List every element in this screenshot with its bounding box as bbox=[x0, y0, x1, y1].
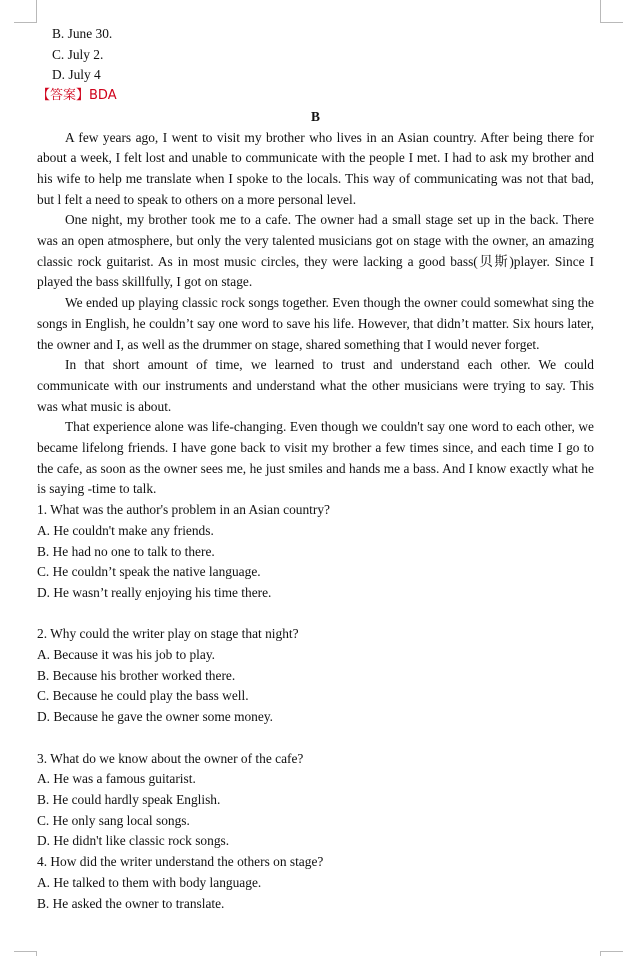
question-option: C. He couldn’t speak the native language. bbox=[37, 564, 261, 580]
page-corner-mark-bottom-right bbox=[600, 951, 623, 956]
question-option: D. Because he gave the owner some money. bbox=[37, 709, 273, 725]
question-option: B. He could hardly speak English. bbox=[37, 791, 221, 807]
question-option: C. He only sang local songs. bbox=[37, 812, 190, 828]
question-option: D. He wasn’t really enjoying his time there. bbox=[37, 584, 272, 600]
passage-paragraph: We ended up playing classic rock songs together. Even though the owner could somewhat sing the songs in English, he couldn’t say one word to save his life. However, that didn’t matter. Six hours later, the owner and I, as well as the drummer on stage, shared something that I would never forget. bbox=[37, 295, 594, 352]
section-title: B bbox=[311, 108, 320, 124]
blank-line bbox=[37, 604, 594, 625]
question-stem: 2. Why could the writer play on stage that night? bbox=[37, 626, 299, 642]
question-option: B. He had no one to talk to there. bbox=[37, 543, 215, 559]
prev-option: D. July 4 bbox=[52, 67, 101, 83]
question-stem: 1. What was the author's problem in an Asian country? bbox=[37, 502, 330, 518]
page-corner-mark-top-right bbox=[600, 0, 623, 23]
question-option: D. He didn't like classic rock songs. bbox=[37, 833, 230, 849]
question-option: A. Because it was his job to play. bbox=[37, 647, 216, 663]
passage-paragraph: A few years ago, I went to visit my brother who lives in an Asian country. After being there for about a week, I felt lost and unable to communicate with the people I met. I had to ask my brother and his wife to help me translate when I spoke to the locals. This way of communicating was not that bad, but l felt a need to speak to others on a more personal level. bbox=[37, 129, 594, 207]
prev-option: B. June 30. bbox=[52, 26, 113, 41]
blank-line bbox=[37, 728, 594, 749]
question-option: B. Because his brother worked there. bbox=[37, 667, 236, 683]
question-option: C. Because he could play the bass well. bbox=[37, 688, 249, 704]
question-stem: 4. How did the writer understand the others on stage? bbox=[37, 854, 324, 870]
answer-key: 【答案】BDA bbox=[37, 88, 117, 104]
page-corner-mark-bottom-left bbox=[14, 951, 37, 956]
question-option: B. He asked the owner to translate. bbox=[37, 895, 225, 911]
question-stem: 3. What do we know about the owner of the cafe? bbox=[37, 750, 304, 766]
question-option: A. He couldn't make any friends. bbox=[37, 522, 214, 538]
question-option: A. He was a famous guitarist. bbox=[37, 771, 196, 787]
page-corner-mark-top-left bbox=[14, 0, 37, 23]
passage-paragraph: That experience alone was life-changing. Even though we couldn't say one word to each other, we became lifelong friends. I have gone back to visit my brother a few times since, and each time I go to the cafe, as soon as the owner sees me, he just smiles and hands me a bass. And I know exactly what he is saying -time to talk. bbox=[37, 419, 594, 497]
prev-option: C. July 2. bbox=[52, 46, 104, 62]
document-page bbox=[37, 24, 594, 914]
question-option: A. He talked to them with body language. bbox=[37, 874, 262, 890]
passage-paragraph: In that short amount of time, we learned to trust and understand each other. We could communicate with our instruments and understand what the other musicians were trying to say. This was what music is about. bbox=[37, 357, 594, 414]
passage-paragraph: One night, my brother took me to a cafe. The owner had a small stage set up in the back. There was an open atmosphere, but only the very talented musicians got on stage with the owner, an amazing classic rock guitarist. As in most music circles, they were lacking a good bass(贝斯)player. Since I played the bass skillfully, I got on stage. bbox=[37, 212, 594, 290]
